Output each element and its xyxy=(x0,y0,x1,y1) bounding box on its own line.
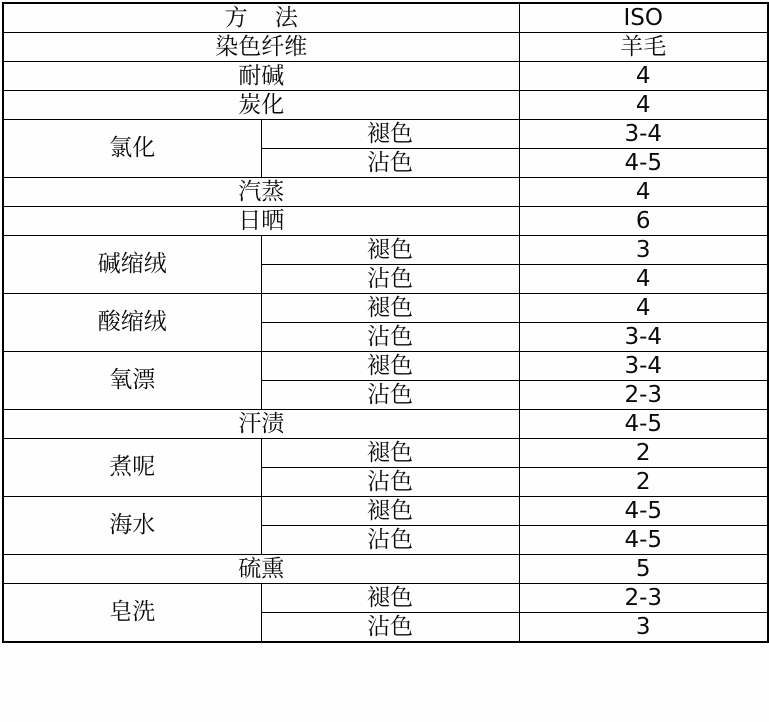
table-header-row xyxy=(3,3,768,33)
row-method-label: 海水 xyxy=(3,497,261,555)
row-method-label: 氧漂 xyxy=(3,352,261,410)
row-sub-label: 褪色 xyxy=(261,236,519,265)
row-sub-label: 沾色 xyxy=(261,526,519,555)
row-sub-label: 褪色 xyxy=(261,352,519,381)
row-iso-value: 4 xyxy=(519,91,768,120)
row-sub-label: 沾色 xyxy=(261,149,519,178)
row-method-label: 汽蒸 xyxy=(3,178,519,207)
row-iso-value: 4-5 xyxy=(519,149,768,178)
row-iso-value: 4 xyxy=(519,294,768,323)
row-sub-label: 沾色 xyxy=(261,265,519,294)
row-iso-value: 3 xyxy=(519,613,768,643)
row-iso-value: 4 xyxy=(519,265,768,294)
row-iso-value: 羊毛 xyxy=(519,33,768,62)
table-row xyxy=(3,584,768,613)
row-iso-value: 3-4 xyxy=(519,352,768,381)
table-row xyxy=(3,410,768,439)
row-method-label: 碱缩绒 xyxy=(3,236,261,294)
row-iso-value: 5 xyxy=(519,555,768,584)
row-method-label: 煮呢 xyxy=(3,439,261,497)
row-sub-label: 沾色 xyxy=(261,613,519,643)
row-iso-value: 2-3 xyxy=(519,584,768,613)
row-iso-value: 4-5 xyxy=(519,526,768,555)
row-method-label: 日晒 xyxy=(3,207,519,236)
table-row xyxy=(3,207,768,236)
row-method-label: 皂洗 xyxy=(3,584,261,643)
row-iso-value: 6 xyxy=(519,207,768,236)
row-method-label: 硫熏 xyxy=(3,555,519,584)
header-method xyxy=(3,3,519,33)
row-sub-label: 褪色 xyxy=(261,120,519,149)
table-row xyxy=(3,555,768,584)
row-iso-value: 3-4 xyxy=(519,120,768,149)
row-sub-label: 沾色 xyxy=(261,468,519,497)
row-sub-label: 褪色 xyxy=(261,584,519,613)
table-row xyxy=(3,236,768,265)
row-method-label: 炭化 xyxy=(3,91,519,120)
scanned-table-page xyxy=(0,2,769,722)
table-row xyxy=(3,497,768,526)
row-iso-value: 3-4 xyxy=(519,323,768,352)
row-method-label: 氯化 xyxy=(3,120,261,178)
row-iso-value: 4 xyxy=(519,62,768,91)
table-row xyxy=(3,33,768,62)
row-method-label: 酸缩绒 xyxy=(3,294,261,352)
row-iso-value: 4 xyxy=(519,178,768,207)
table-row xyxy=(3,62,768,91)
table-row xyxy=(3,439,768,468)
table-row xyxy=(3,178,768,207)
row-iso-value: 2 xyxy=(519,468,768,497)
row-method-label: 汗渍 xyxy=(3,410,519,439)
row-iso-value: 4-5 xyxy=(519,410,768,439)
row-iso-value: 3 xyxy=(519,236,768,265)
fastness-table xyxy=(2,2,769,643)
header-iso: ISO xyxy=(519,3,768,33)
table-row xyxy=(3,120,768,149)
row-iso-value: 4-5 xyxy=(519,497,768,526)
row-sub-label: 沾色 xyxy=(261,381,519,410)
table-row xyxy=(3,352,768,381)
row-sub-label: 沾色 xyxy=(261,323,519,352)
row-method-label: 耐碱 xyxy=(3,62,519,91)
row-iso-value: 2-3 xyxy=(519,381,768,410)
table-body xyxy=(3,3,768,642)
row-sub-label: 褪色 xyxy=(261,497,519,526)
header-method-label: 方 法 xyxy=(224,4,308,31)
row-iso-value: 2 xyxy=(519,439,768,468)
table-row xyxy=(3,294,768,323)
row-method-label: 染色纤维 xyxy=(3,33,519,62)
row-sub-label: 褪色 xyxy=(261,294,519,323)
table-row xyxy=(3,91,768,120)
row-sub-label: 褪色 xyxy=(261,439,519,468)
